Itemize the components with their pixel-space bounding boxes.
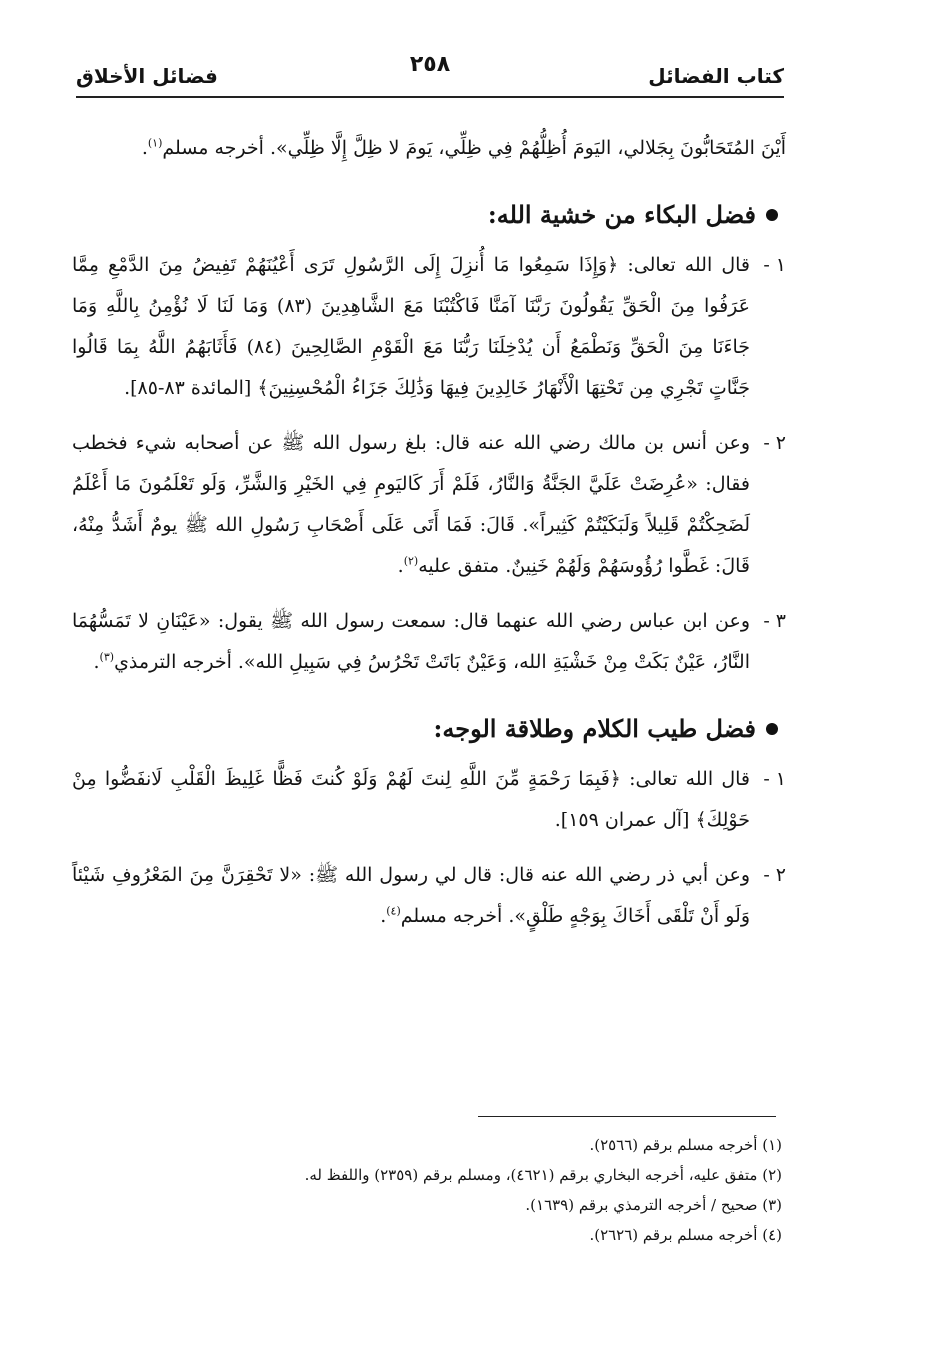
page-body [72, 128, 786, 937]
page-number: ٢٥٨ [409, 52, 451, 77]
footnotes [80, 1130, 782, 1250]
footnote-divider [478, 1116, 776, 1117]
item-text: قال الله تعالى: ﴿وَإِذَا سَمِعُوا مَا أُنزِلَ إِلَى الرَّسُولِ تَرَى أَعْيُنَهُمْ تَفِيضُ مِنَ الدَّمْعِ مِمَّا عَرَفُوا مِنَ الْحَقِّ يَقُولُونَ رَبَّنَا آمَنَّا فَاكْتُبْنَا مَعَ الشَّاهِدِينَ (٨٣) وَمَا لَنَا لَا نُؤْمِنُ بِاللَّهِ وَمَا جَاءَنَا مِنَ الْحَقِّ وَنَطْمَعُ أَن يُدْخِلَنَا رَبُّنَا مَعَ الْقَوْمِ الصَّالِحِينَ (٨٤) فَأَثَابَهُمُ اللَّهُ بِمَا قَالُوا جَنَّاتٍ تَجْرِي مِن تَحْتِهَا الْأَنْهَارُ خَالِدِينَ فِيهَا وَذَٰلِكَ جَزَاءُ الْمُحْسِنِينَ﴾ [المائدة ٨٣-٨٥]. [72, 254, 750, 399]
item-number: ١ - [763, 254, 786, 276]
footnote: (١) أخرجه مسلم برقم (٢٥٦٦). [589, 1136, 782, 1154]
intro-text: أَيْنَ المُتَحَابُّونَ بِجَلالي، اليَومَ أُظِلُّهُمْ فِي ظِلِّي، يَومَ لا ظِلَّ إِلَّا ظِلِّي». أخرجه مسلم [162, 137, 786, 159]
item-end: . [93, 651, 100, 673]
section-heading-text: فضل البكاء من خشية الله: [487, 200, 756, 229]
book-title: كتاب الفضائل [648, 64, 784, 88]
list-item [72, 759, 786, 841]
item-number: ١ - [763, 768, 786, 790]
item-end: . [380, 905, 387, 927]
list-item [72, 423, 786, 587]
footnote-ref-3: (٣) [99, 650, 115, 664]
list-item [72, 245, 786, 409]
item-end: . [397, 555, 404, 577]
item-number: ٣ - [763, 610, 786, 632]
chapter-title: فضائل الأخلاق [76, 64, 218, 88]
footnote: (٣) صحيح / أخرجه الترمذي برقم (١٦٣٩). [525, 1196, 782, 1214]
page-header [76, 50, 784, 98]
section-heading-weeping [72, 195, 786, 235]
footnote: (٤) أخرجه مسلم برقم (٢٦٢٦). [589, 1226, 782, 1244]
item-text: وعن أبي ذر رضي الله عنه قال: قال لي رسول الله ﷺ: «لا تَحْقِرَنَّ مِنَ المَعْرُوفِ شَيْئاً وَلَو أَنْ تَلْقَى أَخَاكَ بِوَجْهٍ طَلْقٍ». أخرجه مسلم [72, 864, 750, 927]
section-heading-text: فضل طيب الكلام وطلاقة الوجه: [433, 714, 756, 743]
item-number: ٢ - [763, 864, 786, 886]
footnote-ref-1: (١) [147, 136, 163, 150]
list-item [72, 855, 786, 937]
footnote-ref-2: (٢) [403, 554, 419, 568]
list-item [72, 601, 786, 683]
footnote: (٢) متفق عليه، أخرجه البخاري برقم (٤٦٢١)، ومسلم برقم (٢٣٥٩) واللفظ له. [304, 1166, 782, 1184]
item-number: ٢ - [763, 432, 786, 454]
footnote-ref-4: (٤) [386, 904, 401, 918]
bullet-icon [766, 723, 778, 735]
item-text: قال الله تعالى: ﴿فَبِمَا رَحْمَةٍ مِّنَ اللَّهِ لِنتَ لَهُمْ وَلَوْ كُنتَ فَظًّا غَلِيظَ الْقَلْبِ لَانفَضُّوا مِنْ حَوْلِكَ﴾ [آل عمران ١٥٩]. [72, 768, 750, 831]
item-text: وعن ابن عباس رضي الله عنهما قال: سمعت رسول الله ﷺ يقول: «عَيْنَانِ لا تَمَسُّهُمَا النَّارُ، عَيْنٌ بَكَتْ مِنْ خَشْيَةِ الله، وَعَيْنٌ بَاتَتْ تَحْرُسُ فِي سَبِيلِ الله». أخرجه الترمذي [72, 610, 750, 673]
intro-paragraph [72, 128, 786, 169]
intro-end: . [141, 137, 148, 159]
bullet-icon [766, 209, 778, 221]
item-text: وعن أنس بن مالك رضي الله عنه قال: بلغ رسول الله ﷺ عن أصحابه شيء فخطب فقال: «عُرِضَتْ عَلَيَّ الجَنَّةُ وَالنَّارُ، فَلَمْ أَرَ كَاليَومِ فِي الخَيْرِ وَالشَّرِّ، وَلَو تَعْلَمُونَ مَا أَعْلَمُ لَضَحِكْتُمْ قَلِيلاً وَلَبَكَيْتُمْ كَثِيراً». قَالَ: فَمَا أَتَى عَلَى أَصْحَابِ رَسُولِ الله ﷺ يومٌ أَشَدُّ مِنْهُ، قَالَ: غَطَّوا رُؤُوسَهُمْ وَلَهُمْ خَنِينٌ. متفق عليه [72, 432, 750, 577]
section-heading-kind-speech [72, 709, 786, 749]
